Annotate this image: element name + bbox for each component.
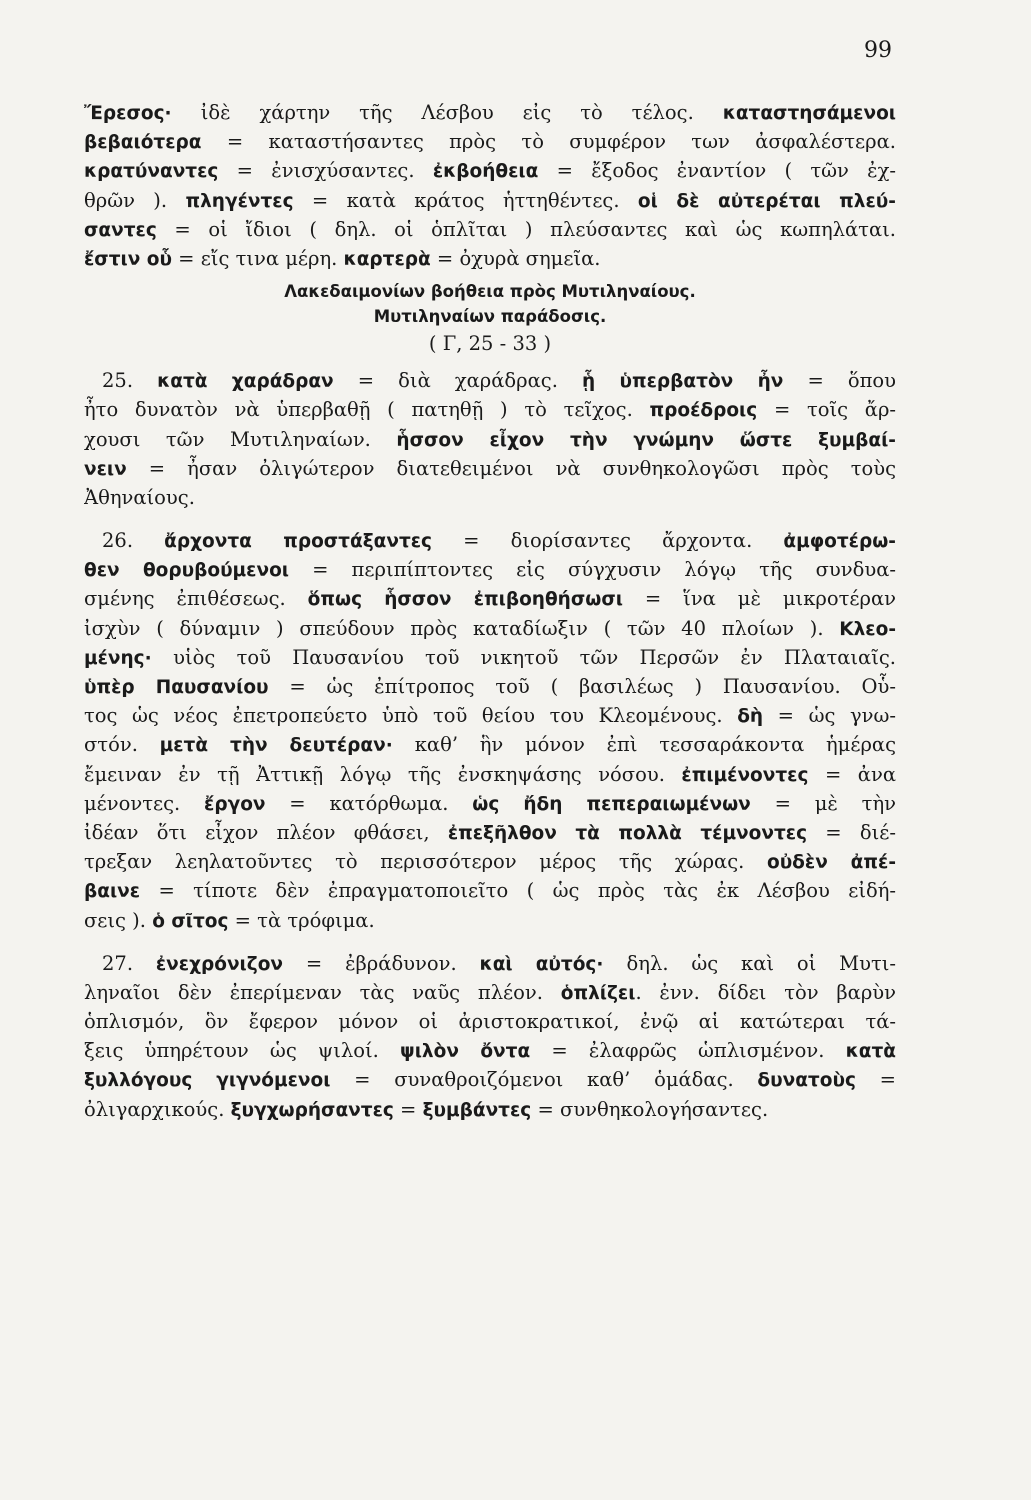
gloss-text: = ἵνα μὲ μικροτέραν xyxy=(622,587,896,611)
headword: βαινε xyxy=(84,881,141,903)
gloss-text: = ἐλαφρῶς ὡπλισμένον. xyxy=(530,1039,846,1063)
text-line xyxy=(84,526,896,555)
paragraph-26 xyxy=(84,526,896,935)
gloss-text: = xyxy=(393,1097,423,1121)
headword: ὁπλίζει xyxy=(560,982,636,1004)
gloss-text: σεις ). xyxy=(84,908,153,932)
gloss-text: χουσι τῶν Μυτιληναίων. xyxy=(84,427,397,451)
headword: ἔργον xyxy=(204,793,266,815)
gloss-text: ὀλιγαρχικούς. xyxy=(84,1097,231,1121)
gloss-text: ἰδὲ χάρτην τῆς Λέσβου εἰς τὸ τέλος. xyxy=(200,101,723,124)
text-line xyxy=(84,395,896,424)
gloss-text: δηλ. ὡς καὶ οἱ Μυτι- xyxy=(626,951,896,975)
gloss-text: = ἦσαν ὀλιγώτερον διατεθειμένοι νὰ συνθηκολογῶσι πρὸς τοὺς xyxy=(126,456,896,480)
gloss-text: ληναῖοι δὲν ἐπερίμεναν τὰς ναῦς πλέον. xyxy=(84,980,561,1004)
headword: ᾗ ὑπερβατὸν ἦν xyxy=(582,371,784,393)
headword: κατὰ χαράδραν xyxy=(157,371,334,393)
gloss-text: . ἐνν. δίδει τὸν βαρὺν xyxy=(635,980,896,1004)
gloss-text: = μὲ τὴν xyxy=(750,791,896,815)
text-line xyxy=(84,672,896,701)
headword: ἧσσον εἶχον τὴν γνώμην ὥστε ξυμβαί- xyxy=(396,429,896,451)
headword: ὑπὲρ Παυσανίου xyxy=(84,677,269,698)
text-line xyxy=(84,366,896,395)
gloss-text: ἰδέαν ὅτι εἶχον πλέον φθάσει, xyxy=(84,820,448,844)
paragraph-25 xyxy=(84,366,896,512)
text-line xyxy=(84,876,896,905)
text-line xyxy=(84,555,896,584)
headword: ὅπως ἧσσον ἐπιβοηθήσωσι xyxy=(307,589,623,611)
headword: μένης· xyxy=(84,647,174,669)
text-line xyxy=(84,584,896,613)
gloss-text: θρῶν ). xyxy=(84,188,186,212)
gloss-text: τος ὡς νέος ἐπετροπεύετο ὑπὸ τοῦ θείου του Κλεομένους. xyxy=(84,704,738,728)
gloss-text: = τίποτε δὲν ἐπραγματοποιεῖτο ( ὡς πρὸς τὰς ἐκ Λέσβου εἰδή- xyxy=(140,879,896,903)
text-line xyxy=(84,1095,896,1124)
headword: ἔστιν οὗ xyxy=(84,248,172,270)
text-line xyxy=(84,701,896,730)
gloss-text: ἰσχὺν ( δύναμιν ) σπεύδουν πρὸς καταδίωξιν ( τῶν 40 πλοίων ). xyxy=(84,616,840,640)
headword: ἐκβοήθεια xyxy=(432,161,539,183)
text-line xyxy=(84,789,896,818)
gloss-text: = διορίσαντες ἄρχοντα. xyxy=(432,529,784,553)
headword: σαντες xyxy=(84,219,157,241)
gloss-text: = ἐβράδυνον. xyxy=(283,951,480,975)
gloss-text: καθ’ ἣν μόνον ἐπὶ τεσσαράκοντα ἡμέρας xyxy=(414,733,896,757)
gloss-text: = ὀχυρὰ σημεῖα. xyxy=(430,246,601,270)
gloss-text: Ἀθηναίους. xyxy=(84,485,195,509)
headword: ξυμβάντες xyxy=(422,1099,532,1121)
text-line xyxy=(84,949,896,978)
gloss-text: ἔμειναν ἐν τῇ Ἀττικῇ λόγῳ τῆς ἐνσκηψάσης νόσου. xyxy=(84,762,682,786)
gloss-text: ξεις ὑπηρέτουν ὡς ψιλοί. xyxy=(84,1039,400,1063)
headword: κρατύναντες xyxy=(84,161,219,183)
gloss-text: τρεξαν λεηλατοῦντες τὸ περισσότερον μέρος τῆς χώρας. xyxy=(84,850,767,874)
headword: προέδροις xyxy=(649,400,758,422)
gloss-text: = διέ- xyxy=(807,820,896,844)
gloss-text: = καταστήσαντες πρὸς τὸ συμφέρον των ἀσφαλέστερα. xyxy=(201,130,896,154)
gloss-text: = τοῖς ἄρ- xyxy=(757,398,896,422)
gloss-text: σμένης ἐπιθέσεως. xyxy=(84,587,308,611)
gloss-text: = εἴς τινα μέρη. xyxy=(171,246,344,270)
text-line xyxy=(84,760,896,789)
headword: μετὰ τὴν δευτέραν· xyxy=(159,735,415,757)
gloss-text: υἱὸς τοῦ Παυσανίου τοῦ νικητοῦ τῶν Περσῶν ἐν Πλαταιαῖς. xyxy=(173,645,896,669)
gloss-text: = συνθηκολογήσαντες. xyxy=(531,1097,769,1121)
text-line xyxy=(84,454,896,483)
text-line xyxy=(84,244,896,273)
paragraph-27 xyxy=(84,949,896,1124)
headword: ὁ σῖτος xyxy=(152,910,229,932)
headword: ὡς ἤδη πεπεραιωμένων xyxy=(472,793,751,815)
text-line xyxy=(84,730,896,759)
gloss-text: = ὡς γνω- xyxy=(763,704,896,728)
headword: νειν xyxy=(84,458,127,480)
text-line xyxy=(84,98,896,127)
headword: Κλεο- xyxy=(839,618,896,640)
gloss-text: = διὰ χαράδρας. xyxy=(333,369,583,393)
text-line xyxy=(84,614,896,643)
gloss-text: = κατόρθωμα. xyxy=(265,791,473,815)
page-number: 99 xyxy=(864,38,892,63)
headword: ξυλλόγους γιγνόμενοι xyxy=(84,1070,331,1092)
headword: δὴ xyxy=(737,706,764,728)
gloss-text: 25. xyxy=(102,369,158,393)
section-reference: ( Γ, 25 - 33 ) xyxy=(428,332,552,356)
headword: καὶ αὐτός· xyxy=(479,953,627,975)
gloss-text: ὁπλισμόν, ὃν ἔφερον μόνον οἱ ἀριστοκρατικοί, ἐνῷ αἱ κατώτεραι τά- xyxy=(84,1010,896,1034)
headword: ἄρχοντα προστάξαντες xyxy=(164,531,433,553)
text-line xyxy=(84,1007,896,1036)
headword: οἱ δὲ αὐτερέται πλεύ- xyxy=(637,190,896,212)
text-line xyxy=(84,1065,896,1094)
gloss-text: = περιπίπτοντες εἰς σύγχυσιν λόγῳ τῆς συνδυα- xyxy=(289,558,896,582)
gloss-text: ἦτο δυνατὸν νὰ ὑπερβαθῇ ( πατηθῇ ) τὸ τεῖχος. xyxy=(84,398,650,422)
headword: καρτερὰ xyxy=(343,248,431,270)
text-line xyxy=(84,818,896,847)
gloss-text: = ἔξοδος ἐναντίον ( τῶν ἐχ- xyxy=(538,159,896,183)
gloss-text: = xyxy=(855,1068,896,1092)
text-line xyxy=(84,906,896,935)
gloss-text: = ἀνα xyxy=(808,762,896,786)
headword: ψιλὸν ὄντα xyxy=(400,1041,531,1063)
headword: Ἔρεσος· xyxy=(84,103,201,124)
text-line xyxy=(84,978,896,1007)
headword: δυνατοὺς xyxy=(757,1070,856,1092)
headword: θεν θορυβούμενοι xyxy=(84,560,289,582)
headword: ἐπιμένοντες xyxy=(681,764,809,786)
headword: καταστησάμενοι xyxy=(722,103,896,124)
gloss-text: = οἱ ἴδιοι ( δηλ. οἱ ὁπλῖται ) πλεύσαντες καὶ ὡς κωπηλάται. xyxy=(156,217,896,241)
headword: ξυγχωρήσαντες xyxy=(230,1099,394,1121)
gloss-text: = ὅπου xyxy=(783,369,896,393)
gloss-text: = συναθροιζόμενοι καθ’ ὁμάδας. xyxy=(330,1068,758,1092)
text-line xyxy=(84,127,896,156)
gloss-text: 26. xyxy=(102,529,165,553)
headword: ἐνεχρόνιζον xyxy=(155,953,284,975)
gloss-text: = τὰ τρόφιμα. xyxy=(228,908,375,932)
text-line xyxy=(84,1036,896,1065)
headword: κατὰ xyxy=(845,1041,896,1063)
text-line xyxy=(84,156,896,185)
gloss-text: 27. xyxy=(102,951,156,975)
section-heading-line-2: Μυτιληναίων παράδοσις. xyxy=(373,307,607,327)
gloss-text: μένοντες. xyxy=(84,791,205,815)
text-line xyxy=(84,425,896,454)
text-line xyxy=(84,847,896,876)
gloss-text: = ἐνισχύσαντες. xyxy=(218,159,433,183)
headword: ἐπεξῆλθον τὰ πολλὰ τέμνοντες xyxy=(447,822,808,844)
text-line xyxy=(84,215,896,244)
text-line xyxy=(84,186,896,215)
commentary-text xyxy=(84,98,896,1124)
gloss-text: = ὡς ἐπίτροπος τοῦ ( βασιλέως ) Παυσανίου. Οὗ- xyxy=(268,675,896,698)
gloss-text: = κατὰ κράτος ἡττηθέντες. xyxy=(293,188,638,212)
headword: οὐδὲν ἀπέ- xyxy=(766,852,896,874)
text-line xyxy=(84,643,896,672)
block-intro-notes xyxy=(84,98,896,273)
headword: βεβαιότερα xyxy=(84,132,202,154)
headword: ἀμφοτέρω- xyxy=(783,531,896,553)
section-heading-line-1: Λακεδαιμονίων βοήθεια πρὸς Μυτιληναίους. xyxy=(284,282,696,302)
gloss-text: στόν. xyxy=(84,733,160,757)
text-line xyxy=(84,483,896,512)
headword: πληγέντες xyxy=(185,190,294,212)
